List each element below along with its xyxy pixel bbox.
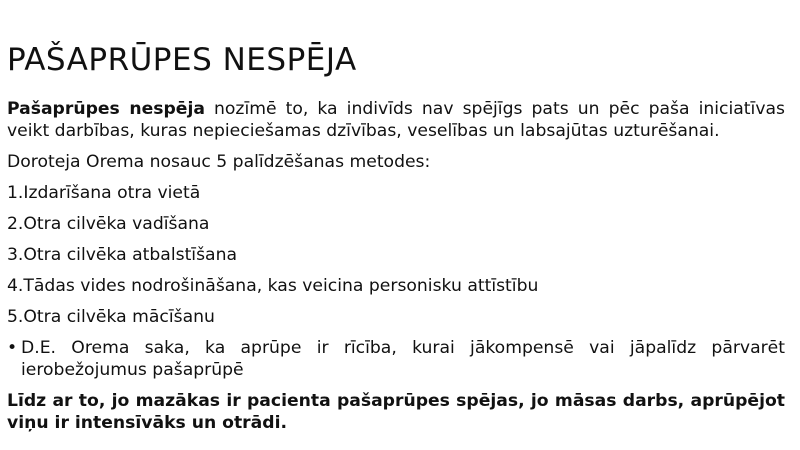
method-item-1: 1.Izdarīšana otra vietā: [7, 183, 201, 203]
method-item-5: 5.Otra cilvēka mācīšanu: [7, 307, 215, 327]
slide-title: PAŠAPRŪPES NESPĒJA: [7, 42, 357, 78]
intro-paragraph: [7, 98, 785, 142]
bullet-icon: •: [7, 338, 18, 358]
slide-body: [7, 98, 785, 434]
method-item-4: 4.Tādas vides nodrošināšana, kas veicina personisku attīstību: [7, 276, 539, 296]
bullet-text: D.E. Orema saka, ka aprūpe ir rīcība, kurai jākompensē vai jāpalīdz pārvarēt ierobežojumus pašaprūpē: [21, 338, 785, 380]
method-item-2: 2.Otra cilvēka vadīšana: [7, 214, 210, 234]
method-item-3: 3.Otra cilvēka atbalstīšana: [7, 245, 237, 265]
intro-definition: nozīmē to, ka indivīds nav spējīgs pats un pēc paša iniciatīvas veikt darbības, kuras nepieciešamas dzīvības, veselības un labsajūtas uzturēšanai.: [7, 99, 785, 141]
intro-term: Pašaprūpes nespēja: [7, 99, 205, 119]
methods-heading: Doroteja Orema nosauc 5 palīdzēšanas metodes:: [7, 152, 431, 172]
conclusion-paragraph: Līdz ar to, jo mazākas ir pacienta pašaprūpes spējas, jo māsas darbs, aprūpējot viņu ir intensīvāks un otrādi.: [7, 391, 785, 433]
bullet-item: [7, 337, 785, 381]
